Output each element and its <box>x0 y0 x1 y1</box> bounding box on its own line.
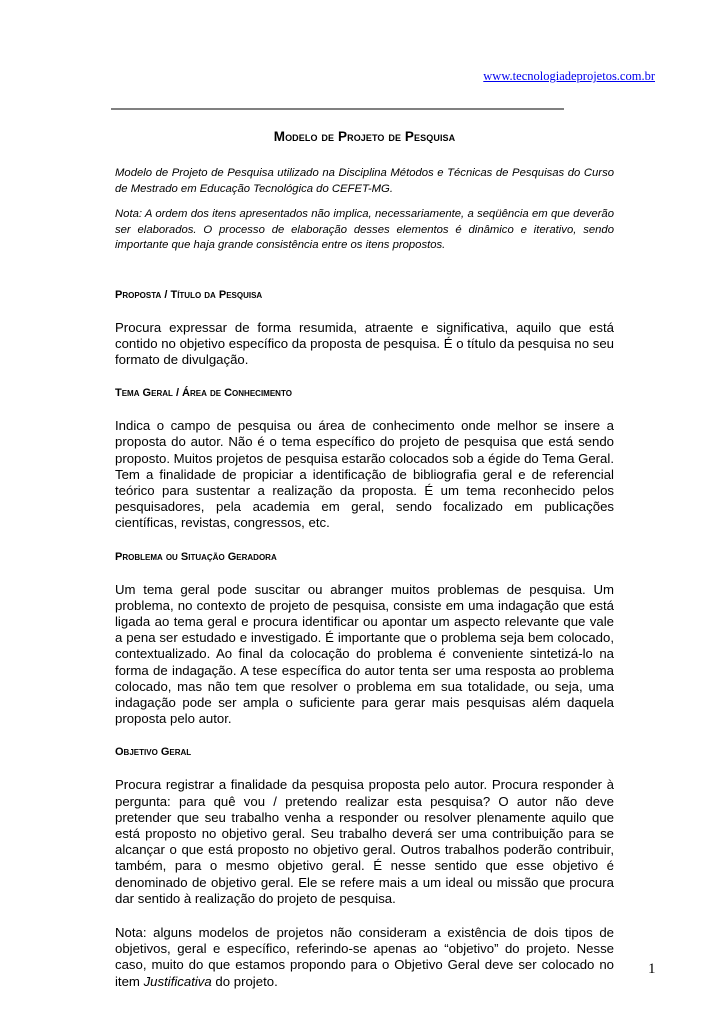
website-link[interactable]: www.tecnologiadeprojetos.com.br <box>483 69 655 83</box>
document-body <box>115 129 614 1008</box>
section-heading-tema-geral: Tema Geral / Área de Conhecimento <box>115 387 292 400</box>
section-paragraph-problema: Um tema geral pode suscitar ou abranger muitos problemas de pesquisa. Um problema, no contexto de projeto de pesquisa, consiste em uma indagação que está ligada ao tema geral e procura identificar ou apontar um aspecto relevante que vale a pena ser estudado e investigado. É importante que o problema seja bem colocado, contextualizado. Ao final da colocação do problema é conveniente sintetizá-lo na forma de indagação. A tese específica do autor tenta ser uma resposta ao problema colocado, mas não tem que resolver o problema em sua totalidade, ou seja, uma indagação pode ser ampla o suficiente para gerar mais pesquisas além daquela proposta pelo autor. <box>115 581 614 727</box>
order-note-paragraph: Nota: A ordem dos itens apresentados não implica, necessariamente, a seqüência em que deverão ser elaborados. O processo de elaboração desses elementos é dinâmico e iterativo, sendo importante que haja grande consistência entre os itens propostos. <box>115 208 614 251</box>
section-paragraph-proposta: Procura expressar de forma resumida, atraente e significativa, aquilo que está contido no objetivo específico da proposta de pesquisa. É o título da pesquisa no seu formato de divulgação. <box>115 319 614 367</box>
section-paragraph-tema-geral: Indica o campo de pesquisa ou área de conhecimento onde melhor se insere a proposta do autor. Não é o tema específico do projeto de pesquisa que está sendo proposto. Muitos projetos de pesquisa estarão colocados sob a égide do Tema Geral. Tem a finalidade de propiciar a identificação de bibliografia geral e de referencial teórico para sustentar a realização da proposta. É um tema reconhecido pelos pesquisadores, pela academia em geral, sendo focalizado em publicações científicas, revistas, congressos, etc. <box>115 418 614 531</box>
header-divider <box>111 108 564 110</box>
note-text-start: Nota: alguns modelos de projetos não consideram a existência de dois tipos de objetivos, geral e específico, referindo-se apenas ao “objetivo” do projeto. Nesse caso, muito do que estamos propondo para o Objetivo Geral deve ser colocado no item <box>115 924 614 989</box>
section-heading-objetivo-geral: Objetivo Geral <box>115 746 192 759</box>
document-title: Modelo de Projeto de Pesquisa <box>273 129 456 144</box>
spacer <box>115 264 614 288</box>
section-heading-problema: Problema ou Situação Geradora <box>115 550 277 563</box>
page-number: 1 <box>648 961 656 977</box>
objetivo-note-paragraph <box>115 925 614 990</box>
section-paragraph-objetivo-geral: Procura registrar a finalidade da pesquisa proposta pelo autor. Procura responder à pergunta: para quê vou / pretendo realizar esta pesquisa? O autor não deve pretender que seu trabalho venha a responder ou resolver plenamente aquilo que está proposto no objetivo geral. Seu trabalho deverá ser uma contribuição para se alcançar o que está proposto no objetivo geral. Outros trabalhos poderão contribuir, também, para o mesmo objetivo geral. É nesse sentido que esse objetivo é denominado de objetivo geral. Ele se refere mais a um ideal ou missão que procura dar sentido à realização do projeto de pesquisa. <box>115 777 614 906</box>
note-text-end: do projeto. <box>211 973 278 989</box>
section-heading-proposta: Proposta / Título da Pesquisa <box>115 288 263 301</box>
note-italic-term: Justificativa <box>143 973 212 989</box>
intro-paragraph: Modelo de Projeto de Pesquisa utilizado na Disciplina Métodos e Técnicas de Pesquisas do Curso de Mestrado em Educação Tecnológica do CEFET-MG. <box>115 167 614 195</box>
